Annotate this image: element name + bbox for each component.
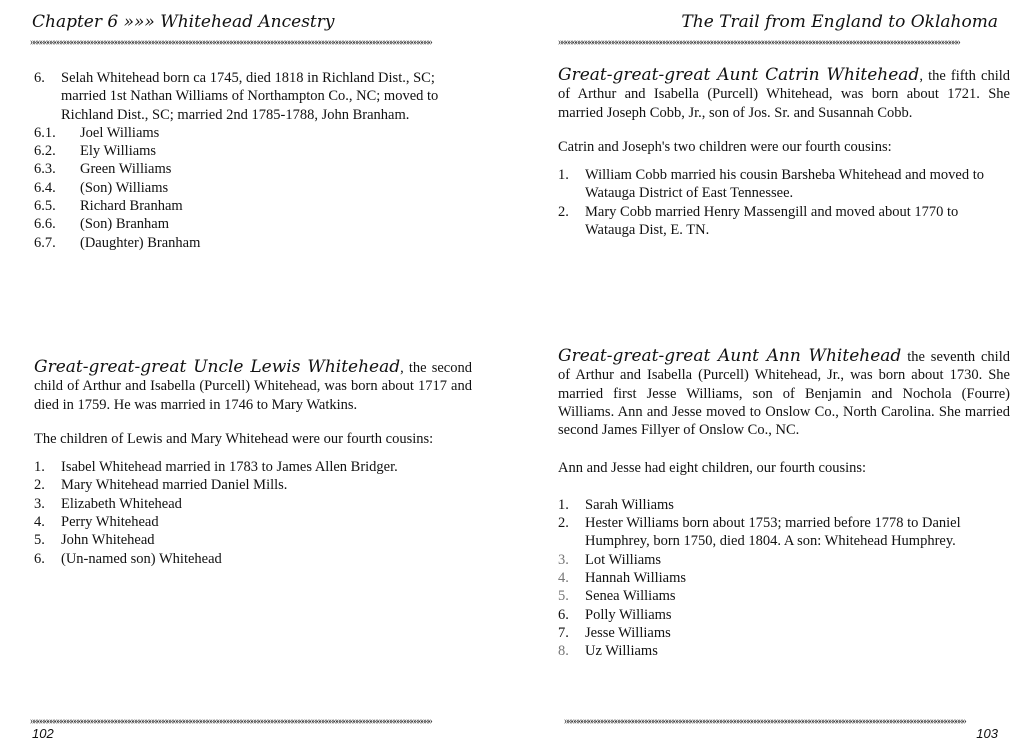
ann-children-intro: Ann and Jesse had eight children, our fourth cousins: [558, 460, 867, 477]
item-number: 2. [34, 477, 45, 494]
ann-body: the seventh child of Arthur and Isabella (Purcell) Whitehead, Jr., was born about 1730. She married first Jesse Williams, son of Benjamin and Nochola (Fourre) Williams. Ann and Jesse moved to Onslow Co., North Carolina. She married second James Fillyer of Onslow Co., NC. [558, 349, 1010, 439]
item-text: (Un-named son) Whitehead [61, 550, 222, 567]
list-item [558, 569, 1010, 587]
list-item [558, 514, 1010, 551]
catrin-children-intro: Catrin and Joseph's two children were our fourth cousins: [558, 138, 892, 155]
catrin-script-title: Great-great-great Aunt Catrin Whitehead [558, 65, 920, 85]
item-number: 3. [558, 551, 569, 568]
subentry-number: 6.7. [34, 234, 56, 251]
subentry-text: Richard Branham [80, 198, 183, 215]
subentry-text: (Daughter) Branham [80, 234, 201, 251]
subentry-text: (Son) Branham [80, 216, 169, 233]
selah-entry-block [34, 69, 472, 252]
item-text: Sarah Williams [585, 496, 674, 513]
entry-6 [34, 69, 472, 124]
lewis-script-title: Great-great-great Uncle Lewis Whitehead [34, 357, 401, 377]
subentry-text: Ely Williams [80, 143, 157, 160]
item-text: Jesse Williams [585, 624, 671, 641]
item-number: 4. [558, 569, 569, 586]
left-top-divider: »»»»»»»»»»»»»»»»»»»»»»»»»»»»»»»»»»»»»»»»»»»»»»»»»»»»»»»»»»»»»»»»»»»»»»»»»»»»»»»»»»»»»»»»»»»»»»»»»»»»»»»»»»»»»»»»»»»»»» [30, 37, 432, 48]
catrin-children-list [558, 166, 1010, 239]
item-text: Mary Whitehead married Daniel Mills. [61, 477, 288, 494]
ann-children-list [558, 496, 1010, 661]
entry-number: 6. [34, 70, 45, 86]
list-item [558, 624, 1010, 642]
ann-section [558, 347, 1010, 660]
left-running-header: Chapter 6 »»» Whitehead Ancestry [32, 12, 335, 32]
item-text: Senea Williams [585, 588, 676, 605]
subentry-number: 6.6. [34, 216, 56, 233]
list-item [34, 476, 472, 494]
subentry-number: 6.3. [34, 161, 56, 178]
subentry-row [34, 197, 472, 215]
subentry-number: 6.5. [34, 198, 56, 215]
subentry-row [34, 142, 472, 160]
item-text: Elizabeth Whitehead [61, 495, 182, 512]
item-text: Hester Williams born about 1753; married before 1778 to Daniel Humphrey, born 1750, died 1804. A son: Whitehead Humphrey. [585, 515, 961, 550]
ann-script-title: Great-great-great Aunt Ann Whitehead [558, 346, 902, 366]
item-number: 1. [558, 496, 569, 513]
list-item [34, 550, 472, 568]
subentry-number: 6.1. [34, 124, 56, 141]
list-item [34, 513, 472, 531]
item-number: 4. [34, 514, 45, 531]
lewis-children-intro: The children of Lewis and Mary Whitehead were our fourth cousins: [34, 430, 434, 447]
item-number: 7. [558, 624, 569, 641]
item-text: John Whitehead [61, 532, 155, 549]
ann-paragraph [558, 347, 1010, 439]
subentry-number: 6.2. [34, 143, 56, 160]
subentry-row [34, 179, 472, 197]
item-number: 6. [558, 606, 569, 623]
list-item [558, 606, 1010, 624]
lewis-paragraph [34, 358, 472, 414]
subentry-number: 6.4. [34, 179, 56, 196]
lewis-section [34, 358, 472, 568]
item-text: Lot Williams [585, 551, 662, 568]
subentry-row [34, 160, 472, 178]
right-page [512, 0, 1024, 755]
catrin-section [558, 66, 1010, 239]
subentry-row [34, 215, 472, 233]
item-text: Polly Williams [585, 606, 672, 623]
catrin-paragraph [558, 66, 1010, 122]
list-item [34, 495, 472, 513]
subentry-text: Green Williams [80, 161, 172, 178]
subentry-text: Joel Williams [80, 124, 160, 141]
item-number: 1. [34, 459, 45, 476]
list-item [34, 531, 472, 549]
item-text: Uz Williams [585, 643, 658, 660]
lewis-body: , the second child of Arthur and Isabella (Purcell) Whitehead, was born about 1717 and died in 1759. He was married in 1746 to Mary Watkins. [34, 360, 472, 413]
item-text: Hannah Williams [585, 569, 687, 586]
right-bottom-divider: »»»»»»»»»»»»»»»»»»»»»»»»»»»»»»»»»»»»»»»»»»»»»»»»»»»»»»»»»»»»»»»»»»»»»»»»»»»»»»»»»»»»»»»»»»»»»»»»»»»»»»»»»»»»»»»»»»»»»» [564, 716, 966, 727]
item-number: 2. [558, 203, 569, 220]
entry-text: Selah Whitehead born ca 1745, died 1818 in Richland Dist., SC; married 1st Nathan Williams of Northampton Co., NC; moved to Richland Dist., SC; married 2nd 1785-1788, John Branham. [61, 70, 439, 123]
item-number: 2. [558, 515, 569, 532]
left-bottom-divider: »»»»»»»»»»»»»»»»»»»»»»»»»»»»»»»»»»»»»»»»»»»»»»»»»»»»»»»»»»»»»»»»»»»»»»»»»»»»»»»»»»»»»»»»»»»»»»»»»»»»»»»»»»»»»»»»»»»»»» [30, 716, 432, 727]
item-number: 5. [34, 532, 45, 549]
item-number: 6. [34, 550, 45, 567]
right-running-header: The Trail from England to Oklahoma [681, 12, 998, 32]
item-text: William Cobb married his cousin Barsheba Whitehead and moved to Watauga District of East Tennessee. [585, 167, 985, 202]
item-number: 1. [558, 167, 569, 184]
right-page-number: 103 [976, 726, 998, 741]
list-item [558, 642, 1010, 660]
catrin-body: , the fifth child of Arthur and Isabella (Purcell) Whitehead, was born about 1721. She married Joseph Cobb, Jr., son of Jos. Sr. and Susannah Cobb. [558, 68, 1011, 121]
right-top-divider: »»»»»»»»»»»»»»»»»»»»»»»»»»»»»»»»»»»»»»»»»»»»»»»»»»»»»»»»»»»»»»»»»»»»»»»»»»»»»»»»»»»»»»»»»»»»»»»»»»»»»»»»»»»»»»»»»»»»»» [558, 37, 960, 48]
subentry-row [34, 124, 472, 142]
subentry-text: (Son) Williams [80, 179, 169, 196]
lewis-children-list [34, 458, 472, 568]
item-text: Isabel Whitehead married in 1783 to James Allen Bridger. [61, 459, 398, 476]
list-item [558, 496, 1010, 514]
left-page-number: 102 [32, 726, 54, 741]
list-item [34, 458, 472, 476]
item-number: 8. [558, 643, 569, 660]
list-item [558, 551, 1010, 569]
item-number: 5. [558, 588, 569, 605]
item-text: Perry Whitehead [61, 514, 159, 531]
list-item [558, 166, 1010, 203]
list-item [558, 203, 1010, 240]
subentry-row [34, 234, 472, 252]
item-text: Mary Cobb married Henry Massengill and moved about 1770 to Watauga Dist, E. TN. [585, 203, 959, 239]
item-number: 3. [34, 495, 45, 512]
list-item [558, 587, 1010, 605]
